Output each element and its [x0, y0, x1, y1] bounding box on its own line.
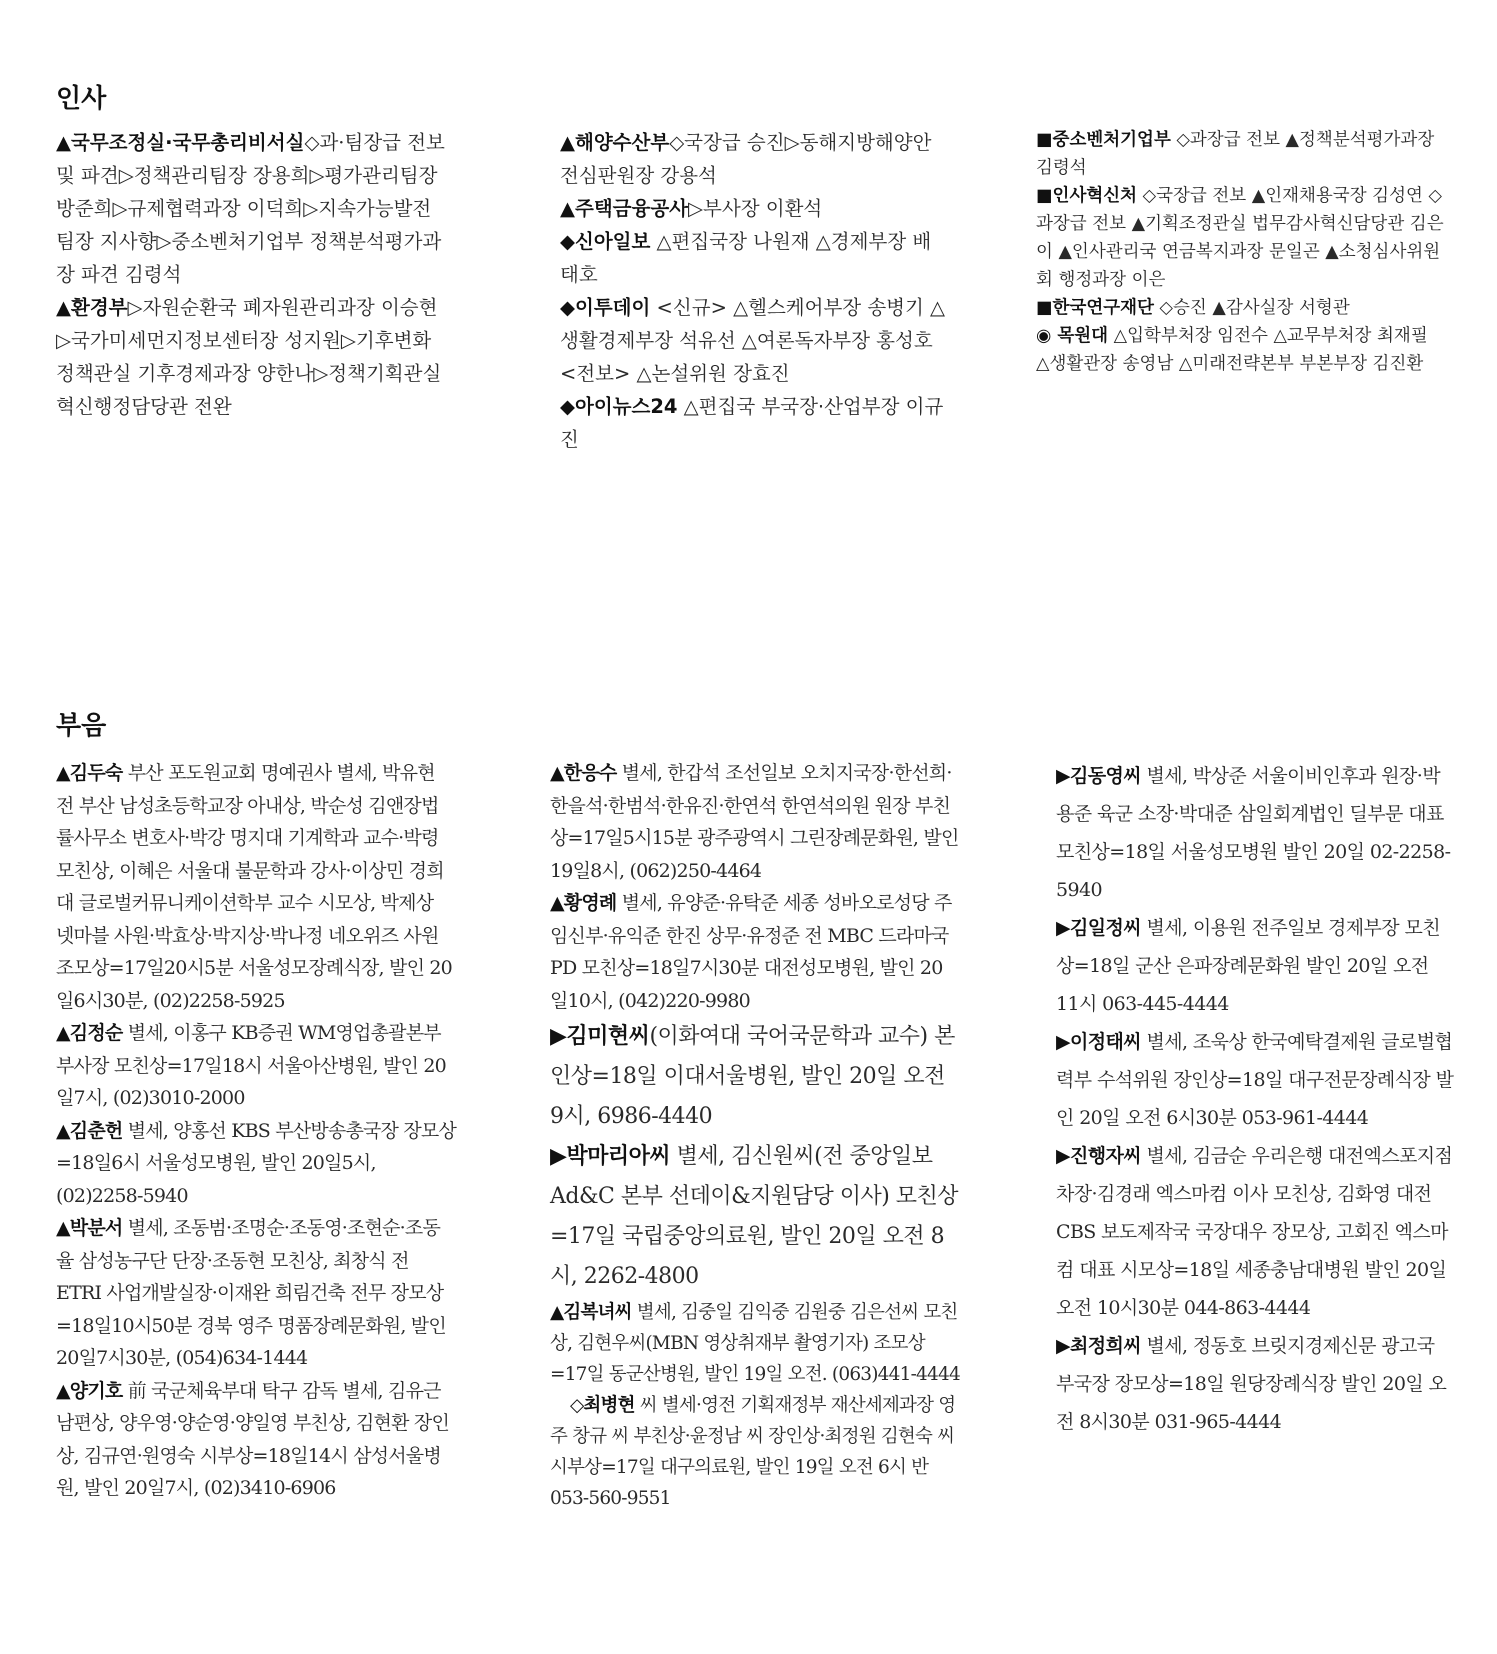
insa-entry	[1036, 322, 1446, 378]
entry-text: 별세, 유양준·유탁준 세종 성바오로성당 주임신부·유익준 한진 상무·유정준 전 MBC 드라마국 PD 모친상=18일7시30분 대전성모병원, 발인 20일10시, (042)220-9980	[550, 892, 952, 1012]
entry-text: 별세, 조욱상 한국예탁결제원 글로벌협력부 수석위원 장인상=18일 대구전문장례식장 발인 20일 오전 6시30분 053-961-4444	[1056, 1031, 1454, 1129]
entry-text: 별세, 이홍구 KB증권 WM영업총괄본부 부사장 모친상=17일18시 서울아산병원, 발인 20일7시, (02)3010-2000	[56, 1022, 446, 1109]
entry-heading: ■중소벤처기업부	[1036, 130, 1171, 150]
entry-text: 별세, 조동범·조명순·조동영·조현순·조동율 삼성농구단 단장·조동현 모친상, 최창식 전 ETRI 사업개발실장·이재완 희림건축 전무 장모상=18일10시50분 경북 영주 명품장례문화원, 발인 20일7시30분, (054)634-1444	[56, 1217, 446, 1369]
entry-text: 별세, 이용원 전주일보 경제부장 모친상=18일 군산 은파장례문화원 발인 20일 오전 11시 063-445-4444	[1056, 917, 1440, 1015]
entry-heading: ▲국무조정실·국무총리비서실	[56, 131, 305, 154]
entry-heading: ▲김복녀씨	[550, 1302, 632, 1323]
insa-entry	[560, 192, 950, 225]
obituary-entry	[1056, 757, 1456, 909]
insa-entry	[560, 225, 950, 291]
entry-heading: ▶김일정씨	[1056, 917, 1142, 939]
entry-text: 별세, 김금순 우리은행 대전엑스포지점 차장·김경래 엑스마컴 이사 모친상, 김화영 대전 CBS 보도제작국 국장대우 장모상, 고회진 엑스마컴 대표 시모상=18일 세종충남대병원 발인 20일 오전 10시30분 044-863-4444	[1056, 1145, 1453, 1319]
entry-text: 별세, 김신원씨(전 중앙일보 Ad&C 본부 선데이&지원담당 이사) 모친상=17일 국립중앙의료원, 발인 20일 오전 8시, 2262-4800	[550, 1144, 959, 1289]
entry-text: 별세, 한갑석 조선일보 오치지국장·한선희·한을석·한범석·한유진·한연석 한연석의원 원장 부친상=17일5시15분 광주광역시 그린장례문화원, 발인 19일8시, (062)250-4464	[550, 762, 959, 882]
entry-text: △편집국장 나원재 △경제부장 배태호	[560, 230, 932, 286]
entry-text: 별세, 김중일 김익중 김원중 김은선씨 모친상, 김현우씨(MBN 영상취재부 촬영기자) 조모상=17일 동군산병원, 발인 19일 오전. (063)441-4444	[550, 1302, 960, 1385]
entry-heading: ▲김춘헌	[56, 1119, 123, 1142]
entry-heading: ■한국연구재단	[1036, 298, 1154, 318]
entry-heading: ▲해양수산부	[560, 131, 670, 154]
entry-heading: ▲주택금융공사	[560, 197, 689, 220]
obituary-entry	[56, 757, 456, 1017]
entry-heading: ▲양기호	[56, 1379, 123, 1402]
entry-text: ▷자원순환국 폐자원관리과장 이승현▷국가미세먼지정보센터장 성지원▷기후변화정책관실 기후경제과장 양한나▷정책기획관실 혁신행정담당관 전완	[56, 296, 442, 418]
obituary-entry	[550, 1297, 960, 1390]
obituary-entry	[56, 1212, 456, 1375]
entry-heading: ▲김정순	[56, 1022, 123, 1044]
insa-entry	[56, 126, 446, 291]
entry-text: ◇과장급 전보 ▲정책분석평가과장 김령석	[1036, 130, 1435, 178]
bueum-column-2	[550, 757, 960, 1514]
obituary-entry	[56, 1115, 456, 1213]
entry-text: <신규> △헬스케어부장 송병기 △생활경제부장 석유선 △여론독자부장 홍성호 <전보> △논설위원 장효진	[560, 296, 946, 385]
entry-text: △편집국 부국장·산업부장 이규진	[560, 395, 944, 451]
obituary-entry	[1056, 909, 1456, 1023]
entry-heading: ▲김두숙	[56, 762, 123, 784]
entry-heading: ▲한응수	[550, 762, 617, 784]
obituary-entry	[1056, 1327, 1456, 1441]
insa-entry	[560, 390, 950, 456]
entry-text: 씨 별세·영전 기획재정부 재산세제과장 영주 창규 씨 부친상·윤정남 씨 장인상·최정원 김현숙 씨 시부상=17일 대구의료원, 발인 19일 오전 6시 반 053-560-9551	[550, 1395, 956, 1509]
obituary-entry	[1056, 1137, 1456, 1327]
section-title-insa: 인사	[56, 84, 107, 114]
entry-heading: ◆신아일보	[560, 230, 651, 253]
entry-heading: ▶진행자씨	[1056, 1145, 1142, 1167]
obituary-entry	[550, 757, 960, 887]
obituary-entry	[550, 887, 960, 1017]
entry-heading: ▶김동영씨	[1056, 765, 1142, 787]
insa-column-2	[560, 126, 950, 456]
entry-heading: ▲환경부	[56, 296, 128, 319]
entry-text: 별세, 정동호 브릿지경제신문 광고국 부국장 장모상=18일 원당장례식장 발인 20일 오전 8시30분 031-965-4444	[1056, 1335, 1447, 1433]
obituary-entry	[1056, 1023, 1456, 1137]
entry-text: (이화여대 국어국문학과 교수) 본인상=18일 이대서울병원, 발인 20일 오전 9시, 6986-4440	[550, 1024, 955, 1129]
section-title-bueum: 부음	[56, 711, 107, 741]
entry-heading: ▶이정태씨	[1056, 1031, 1142, 1053]
entry-heading: ◆이투데이	[560, 296, 651, 319]
obituary-entry	[550, 1390, 960, 1514]
entry-text: ◇국장급 승진▷동해지방해양안전심판원장 강용석	[560, 131, 932, 187]
insa-entry	[560, 126, 950, 192]
entry-text: ▷부사장 이환석	[688, 197, 823, 220]
entry-text: ◇과·팀장급 전보 및 파견▷정책관리팀장 장용희▷평가관리팀장 방준희▷규제협력과장 이덕희▷지속가능발전팀장 지사향▷중소벤처기업부 정책분석평가과장 파견 김령석	[56, 131, 445, 286]
entry-heading: ▲황영례	[550, 892, 617, 914]
entry-text: ◇승진 ▲감사실장 서형관	[1153, 298, 1350, 318]
entry-text: △입학부처장 임전수 △교무부처장 최재필 △생활관장 송영남 △미래전략본부 부본부장 김진환	[1036, 326, 1428, 374]
entry-text: 前 국군체육부대 탁구 감독 별세, 김유근 남편상, 양우영·양순영·양일영 부친상, 김현환 장인상, 김규연·원영숙 시부상=18일14시 삼성서울병원, 발인 20일7시, (02)3410-6906	[56, 1379, 449, 1499]
insa-column-1	[56, 126, 446, 423]
obituary-entry	[56, 1375, 456, 1505]
insa-entry	[1036, 126, 1446, 182]
bueum-column-1	[56, 757, 456, 1505]
entry-text: ◇국장급 전보 ▲인재채용국장 김성연 ◇과장급 전보 ▲기획조정관실 법무감사혁신담당관 김은이 ▲인사관리국 연금복지과장 문일곤 ▲소청심사위원회 행정과장 이은	[1036, 186, 1444, 290]
bueum-column-3	[1056, 757, 1456, 1441]
entry-heading: ▶김미현씨	[550, 1024, 650, 1049]
obituary-entry	[550, 1137, 960, 1297]
entry-heading: ▶박마리아씨	[550, 1144, 671, 1169]
obituary-entry	[550, 1017, 960, 1137]
entry-text: 별세, 양홍선 KBS 부산방송총국장 장모상=18일6시 서울성모병원, 발인 20일5시, (02)2258-5940	[56, 1119, 457, 1207]
insa-entry	[560, 291, 950, 390]
entry-heading: ◉ 목원대	[1036, 326, 1109, 346]
insa-entry	[1036, 182, 1446, 294]
entry-text: 부산 포도원교회 명예권사 별세, 박유현 전 부산 남성초등학교장 아내상, 박순성 김앤장법률사무소 변호사·박강 명지대 기계학과 교수·박령 모친상, 이혜은 서울대 불문학과 강사·이상민 경희대 글로벌커뮤니케이션학부 교수 시모상, 박제상 넷마블 사원·박효상·박지상·박나정 네오위즈 사원 조모상=17일20시5분 서울성모장례식장, 발인 20일6시30분, (02)2258-5925	[56, 762, 452, 1012]
entry-heading: ◆아이뉴스24	[560, 395, 678, 418]
entry-heading: ▶최정희씨	[1056, 1335, 1142, 1357]
entry-text: 별세, 박상준 서울이비인후과 원장·박용준 육군 소장·박대준 삼일회계법인 딜부문 대표 모친상=18일 서울성모병원 발인 20일 02-2258-5940	[1056, 765, 1451, 901]
obituary-entry	[56, 1017, 456, 1115]
insa-column-3	[1036, 126, 1446, 378]
insa-entry	[56, 291, 446, 423]
entry-heading: ▲박분서	[56, 1217, 123, 1239]
insa-entry	[1036, 294, 1446, 322]
entry-heading: ■인사혁신처	[1036, 186, 1138, 206]
entry-heading: ◇최병현	[570, 1395, 635, 1416]
